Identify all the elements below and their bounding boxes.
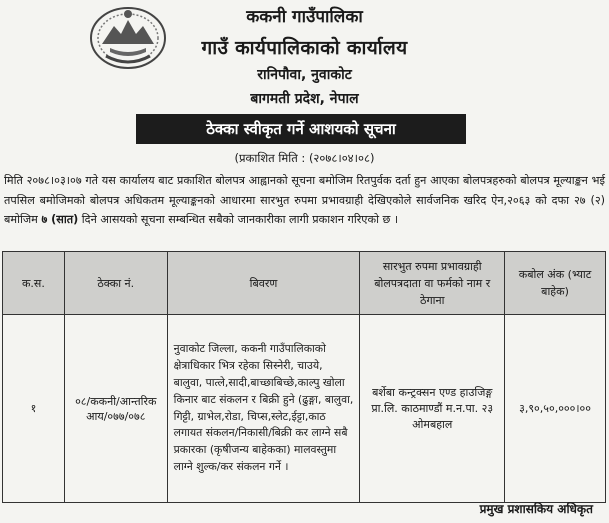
header-details: बिवरण [167, 252, 360, 315]
signatory-title: प्रमुख प्रशासकिय अधिकृत [479, 502, 593, 516]
paragraph-days-count: ७ (सात) [41, 213, 79, 226]
paragraph-text-part1: मिति २०७८।०३।०७ गते यस कार्यालय बाट प्रकाशित बोलपत्र आह्वानको सूचना बमोजिम रितपुर्वक दर्ता हुन आएका बोलपत्रहरुको बोलपत्र मूल्याङ्कन भई तपसिल बमोजिमको बोलपत्र अधिकतम मूल्याङ्कनको आधारमा सारभुत रुपमा प्रभावग्राही देखिएकोले सार्वजनिक खरिद ऐन,२०६३ को दफा २७ (२) बमोजिम [4, 174, 605, 226]
notice-title: ठेक्का स्वीकृत गर्ने आशयको सूचना [136, 114, 466, 144]
cell-contract-no: ०८/ककनी/आन्तरिक आय/०७७/०७८ [64, 315, 167, 503]
paragraph-text-part2: दिने आसयको सूचना सम्बन्धित सबैको जानकारीका लागी प्रकाशन गरिएको छ । [81, 213, 399, 226]
office-name: गाउँ कार्यपालिकाको कार्यालय [201, 37, 408, 59]
header-bidder: सारभुत रुपमा प्रभावग्राही बोलपत्रदाता वा फर्मको नाम र ठेगाना [360, 252, 505, 315]
table-header-row [3, 252, 606, 315]
cell-amount: ३,९०,५०,०००।०० [505, 315, 606, 503]
cell-sn: १ [3, 315, 65, 503]
header-sn: क.स. [3, 252, 65, 315]
header-contract-no: ठेक्का नं. [64, 252, 167, 315]
published-date: (प्रकाशित मिति : (२०७८।०४।०८) [234, 151, 375, 165]
municipality-name: ककनी गाउँपालिका [246, 7, 363, 27]
notice-paragraph [4, 171, 605, 230]
table-row [3, 315, 606, 503]
cell-bidder: बर्शेबा कन्ट्रक्सन एण्ड हाउजिङ्ग प्रा.लि. काठमाण्डौं म.न.पा. २३ ओमबहाल [360, 315, 505, 503]
header-amount: कबोल अंक (भ्याट बाहेक) [505, 252, 606, 315]
contract-table [2, 251, 606, 503]
cell-details: नुवाकोट जिल्ला, ककनी गाउँपालिकाको क्षेत्राधिकार भित्र रहेका सिस्नेरी, चाउये, बालुवा, पात्ले,सादी,बाच्छाबिच्छे,काल्पु खोला किनार बाट संकलन र बिक्री हुने (ढुङ्गा, बालुवा, गिट्टी, ग्राभेल,रोडा, चिप्स,स्लेट,ईट्टा,काठ लगायत संकलन/निकासी/बिक्री कर लाग्ने सबै प्रकारका (कृषीजन्य बाहेकका) मालवस्तुमा लाग्ने शुल्क/कर संकलन गर्ने । [167, 315, 360, 503]
province-country: बागमती प्रदेश, नेपाल [250, 91, 359, 107]
office-address: रानिपौवा, नुवाकोट [257, 67, 352, 83]
